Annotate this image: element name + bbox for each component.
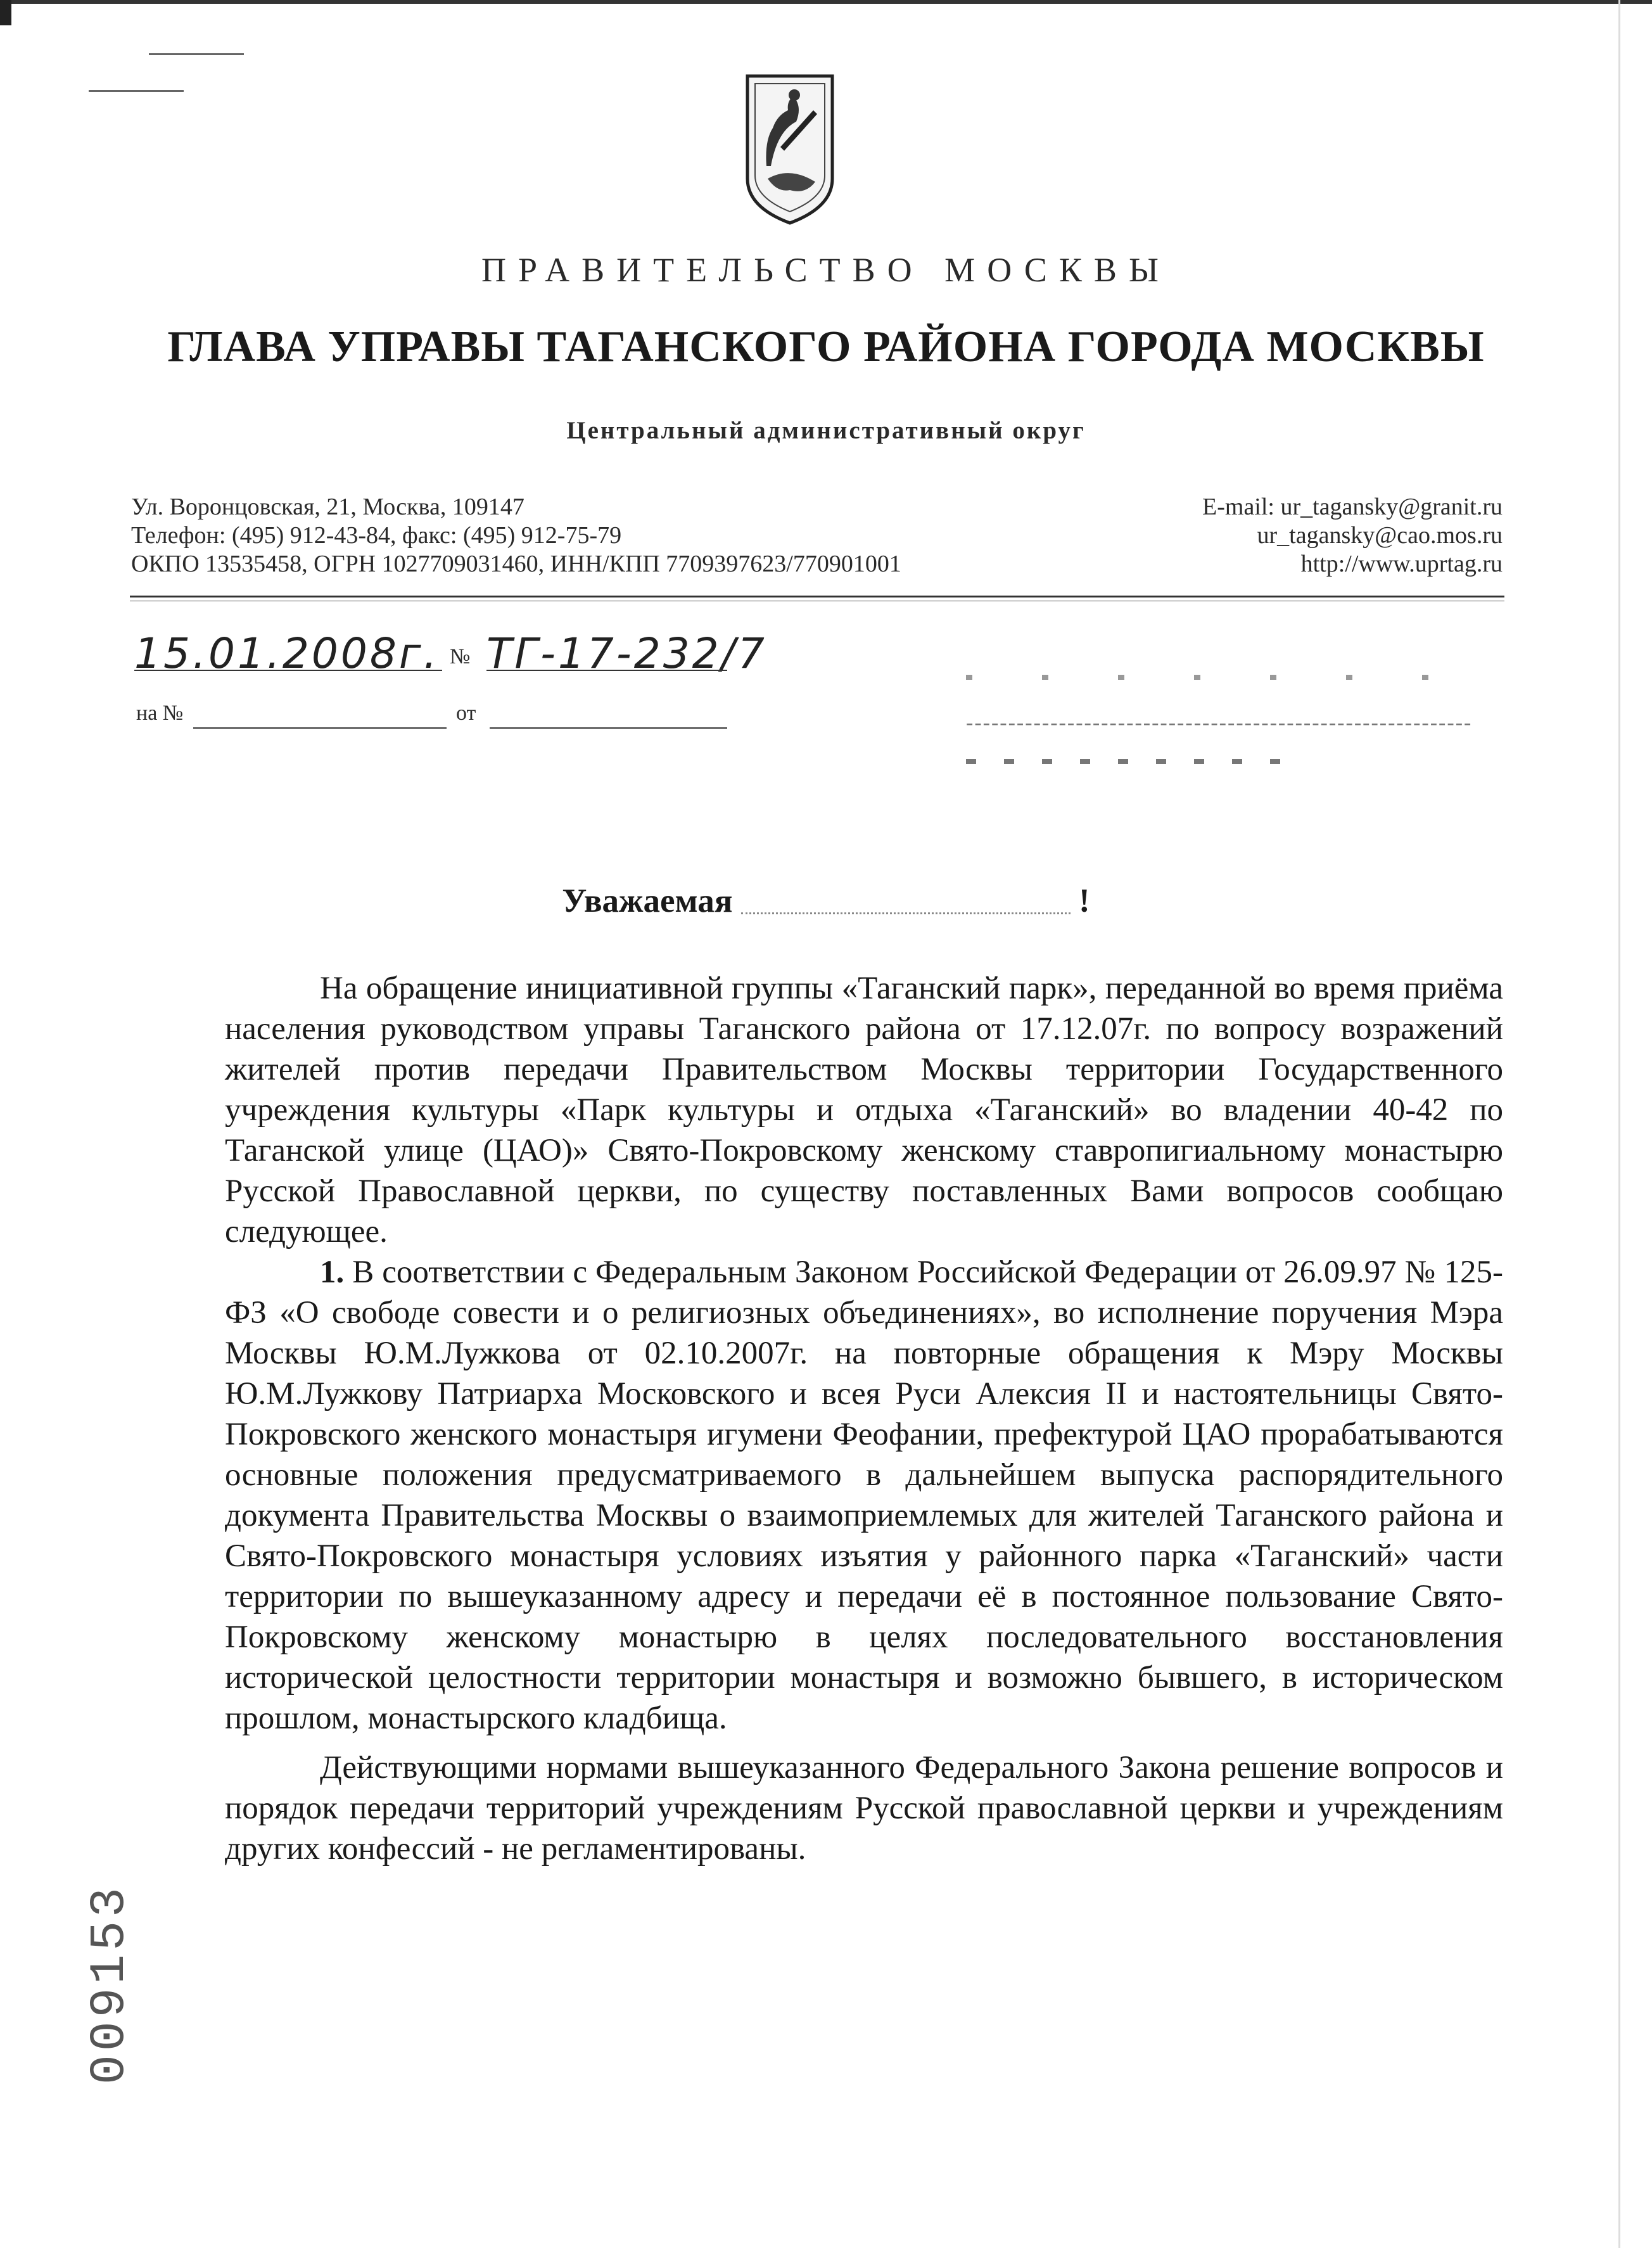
paragraph-intro: На обращение инициативной группы «Таганский парк», переданной во время приёма населения руководством управы Таганского района от 17.12.07г. по вопросу возражений жителей против передачи Правительством Москвы территории Государственного учреждения культуры «Парк культуры и отдыха «Таганский» во владении 40-42 по Таганской улице (ЦАО)» Свято-Покровскому женскому ставропигиальному монастырю Русской Православной церкви, по существу поставленных Вами вопросов сообщаю следующее.: [225, 971, 1503, 1249]
ref-label: на №: [136, 701, 184, 725]
number-label: №: [450, 645, 471, 668]
handwritten-number: ТГ-17-232/7: [486, 629, 767, 678]
okrug-title: Центральный административный округ: [566, 417, 1086, 444]
scan-mark: [149, 53, 244, 55]
greeting: [0, 882, 1652, 920]
scan-right-edge: [1618, 0, 1620, 2248]
redacted-recipient-address: [966, 675, 1498, 680]
handwritten-date: 15.01.2008г.: [134, 629, 440, 678]
scan-mark: [89, 90, 184, 92]
scan-top-edge: [0, 0, 1652, 4]
recipient-dashes: ------------------------------------------------------------: [966, 711, 1473, 734]
document-stamp-number: 009153: [82, 1884, 138, 2085]
from-underline: [490, 727, 727, 729]
government-title: ПРАВИТЕЛЬСТВО МОСКВЫ: [481, 251, 1171, 289]
redacted-recipient-name: [966, 759, 1283, 764]
greeting-word: Уважаемая: [562, 883, 733, 919]
phone-line: Телефон: (495) 912-43-84, факс: (495) 912-75-79: [131, 522, 622, 549]
number-underline: [486, 670, 727, 671]
paragraph-item-1-text: В соответствии с Федеральным Законом Российской Федерации от 26.09.97 № 125-ФЗ «О свободе совести и о религиозных объединениях», во исполнение поручения Мэра Москвы Ю.М.Лужкова от 02.10.2007г. на повторные обращения к Мэру Москвы Ю.М.Лужкову Патриарха Московского и всея Руси Алексия II и настоятельницы Свято-Покровского женского монастыря игумени Феофании, префектурой ЦАО прорабатываются основные положения предусматриваемого в дальнейшем выпуска распорядительного документа Правительства Москвы о взаимоприемлемых для жителей Таганского района и Свято-Покровского монастыря условиях изъятия у районного парка «Таганский» части территории по вышеуказанному адресу и передачи её в постоянное пользование Свято-Покровскому женскому монастырю в целях последовательного восстановления исторической целостности территории монастыря и возможно бывшего, в историческом прошлом, монастырского кладбища.: [225, 1255, 1503, 1736]
paragraph-item-1: [225, 1252, 1503, 1739]
scan-corner-mark: [0, 0, 11, 25]
head-title: ГЛАВА УПРАВЫ ТАГАНСКОГО РАЙОНА ГОРОДА МОСКВЫ: [167, 323, 1485, 371]
email-line: E-mail: ur_tagansky@granit.ru: [1202, 494, 1503, 520]
registration-line: ОКПО 13535458, ОГРН 1027709031460, ИНН/КПП 7709397623/770901001: [131, 551, 901, 577]
from-label: от: [456, 701, 476, 725]
ref-underline: [193, 727, 447, 729]
item-number: 1.: [320, 1255, 345, 1290]
header-rule: [130, 596, 1504, 597]
website-line: http://www.uprtag.ru: [1300, 551, 1503, 577]
contact-block: [1202, 493, 1503, 578]
email-line-2: ur_tagansky@cao.mos.ru: [1257, 522, 1503, 549]
address-line: Ул. Воронцовская, 21, Москва, 109147: [131, 494, 524, 520]
date-underline: [134, 670, 442, 671]
letter-body: [225, 968, 1503, 1869]
moscow-coat-of-arms-icon: [742, 71, 837, 229]
greeting-end: !: [1078, 883, 1090, 919]
address-block: [131, 493, 901, 578]
redacted-name: [741, 893, 1071, 914]
paragraph-norms: Действующими нормами вышеуказанного Федерального Закона решение вопросов и порядок передачи территорий учреждениям Русской православной церкви и учреждениям других конфессий - не регламентированы.: [225, 1750, 1503, 1867]
